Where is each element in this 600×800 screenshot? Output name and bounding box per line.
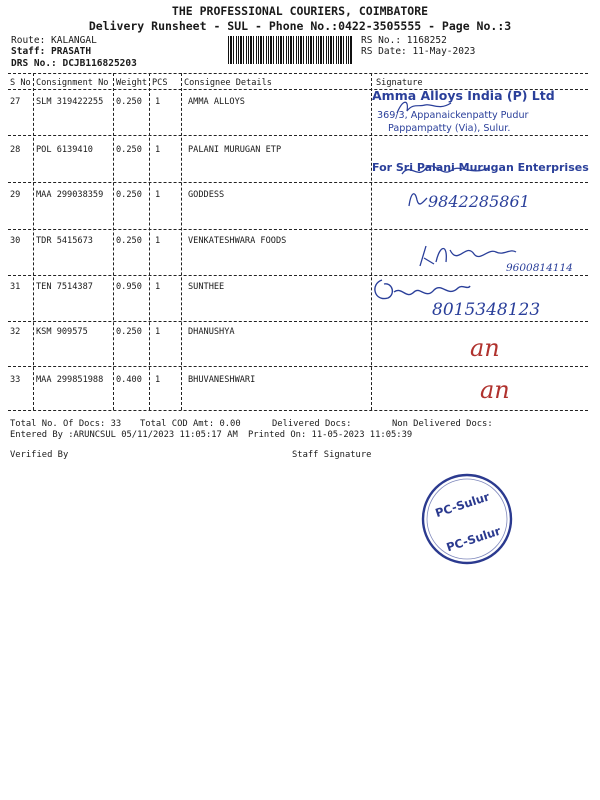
total-cod: Total COD Amt: 0.00 xyxy=(140,419,241,429)
pc-sulur-stamp xyxy=(420,472,514,566)
row-rule xyxy=(8,135,588,136)
col-divider xyxy=(181,73,182,410)
route-label: Route: KALANGAL xyxy=(11,35,97,46)
row-rule xyxy=(8,182,588,183)
entered-by: Entered By :ARUNCSUL 05/11/2023 11:05:17 AM xyxy=(10,430,238,440)
col-signature: Signature xyxy=(376,78,423,88)
signature-scribble xyxy=(400,160,490,182)
row-30-consignment: TDR 5415673 xyxy=(36,236,93,246)
col-consignee: Consignee Details xyxy=(184,78,272,88)
row-27-consignee: AMMA ALLOYS xyxy=(188,97,245,107)
printed-on: Printed On: 11-05-2023 11:05:39 xyxy=(248,430,413,440)
row-31-sno: 31 xyxy=(10,282,21,292)
row-30-consignee: VENKATESHWARA FOODS xyxy=(188,236,287,246)
stamp-top-text: PC-Sulur xyxy=(433,489,492,521)
rs-number: RS No.: 1168252 xyxy=(361,35,447,46)
col-consignment: Consignment No xyxy=(36,78,109,88)
row-33-consignee: BHUVANESHWARI xyxy=(188,375,256,385)
amma-alloys-stamp-name: Amma Alloys India (P) Ltd xyxy=(372,88,555,103)
staff-label: Staff: PRASATH xyxy=(11,46,92,57)
row-30-weight: 0.250 xyxy=(116,236,142,246)
row-30-sno: 30 xyxy=(10,236,21,246)
runsheet-subtitle: Delivery Runsheet - SUL - Phone No.:0422-3505555 - Page No.:3 xyxy=(88,19,512,33)
row-28-consignee: PALANI MURUGAN ETP xyxy=(188,145,282,155)
row-31-consignment: TEN 7514387 xyxy=(36,282,93,292)
row-29-pcs: 1 xyxy=(155,190,161,200)
row-29-weight: 0.250 xyxy=(116,190,142,200)
row-33-pcs: 1 xyxy=(155,375,161,385)
staff-signature: Staff Signature xyxy=(292,450,372,460)
row-rule xyxy=(8,321,588,322)
row-31-consignee: SUNTHEE xyxy=(188,282,225,292)
col-sno: S No xyxy=(10,78,31,88)
row-33-sno: 33 xyxy=(10,375,21,385)
row-28-sno: 28 xyxy=(10,145,21,155)
handwritten-phone-31: 8015348123 xyxy=(432,300,541,320)
row-32-weight: 0.250 xyxy=(116,327,142,337)
row-33-weight: 0.400 xyxy=(116,375,142,385)
verified-by: Verified By xyxy=(10,450,69,460)
row-32-consignee: DHANUSHYA xyxy=(188,327,235,337)
palani-murugan-stamp: For Sri Palani Murugan Enterprises xyxy=(372,161,589,174)
row-28-consignment: POL 6139410 xyxy=(36,145,93,155)
row-27-sno: 27 xyxy=(10,97,21,107)
delivered-docs: Delivered Docs: xyxy=(272,419,352,429)
total-docs: Total No. Of Docs: 33 xyxy=(10,419,122,429)
handwritten-mark-32: an xyxy=(470,334,500,362)
row-30-pcs: 1 xyxy=(155,236,161,246)
barcode xyxy=(228,36,352,64)
stamp-bottom-text: PC-Sulur xyxy=(444,523,503,555)
row-32-consignment: KSM 909575 xyxy=(36,327,88,337)
row-rule xyxy=(8,229,588,230)
row-31-weight: 0.950 xyxy=(116,282,142,292)
company-title: THE PROFESSIONAL COURIERS, COIMBATORE xyxy=(171,4,429,18)
col-weight: Weight xyxy=(116,78,148,88)
row-27-weight: 0.250 xyxy=(116,97,142,107)
row-31-pcs: 1 xyxy=(155,282,161,292)
col-divider xyxy=(149,73,150,410)
rs-date: RS Date: 11-May-2023 xyxy=(361,46,476,57)
row-28-pcs: 1 xyxy=(155,145,161,155)
signature-scribble xyxy=(405,188,429,210)
table-top-rule xyxy=(8,73,588,74)
row-29-consignment: MAA 299038359 xyxy=(36,190,104,200)
row-27-consignment: SLM 319422255 xyxy=(36,97,104,107)
col-divider xyxy=(371,73,372,410)
drs-number: DRS No.: DCJB116825203 xyxy=(11,58,137,69)
signature-scribble xyxy=(418,240,518,270)
handwritten-phone-30: 9600814114 xyxy=(506,262,573,274)
non-delivered-docs: Non Delivered Docs: xyxy=(392,419,493,429)
col-pcs: PCS xyxy=(152,78,168,88)
signature-scribble xyxy=(395,97,455,119)
handwritten-mark-33: an xyxy=(480,376,510,404)
row-29-sno: 29 xyxy=(10,190,21,200)
amma-alloys-stamp-address: Pappampatty (Via), Sulur. xyxy=(388,123,511,134)
col-divider xyxy=(113,73,114,410)
row-32-pcs: 1 xyxy=(155,327,161,337)
row-33-consignment: MAA 299851988 xyxy=(36,375,104,385)
table-bottom-rule xyxy=(8,410,588,411)
row-rule xyxy=(8,366,588,367)
row-32-sno: 32 xyxy=(10,327,21,337)
col-divider xyxy=(33,73,34,410)
handwritten-phone-29: 9842285861 xyxy=(428,192,530,211)
row-29-consignee: GODDESS xyxy=(188,190,225,200)
amma-alloys-stamp-address: 369/3, Appanaickenpatty Pudur xyxy=(377,110,529,121)
row-27-pcs: 1 xyxy=(155,97,161,107)
row-rule xyxy=(8,275,588,276)
row-28-weight: 0.250 xyxy=(116,145,142,155)
